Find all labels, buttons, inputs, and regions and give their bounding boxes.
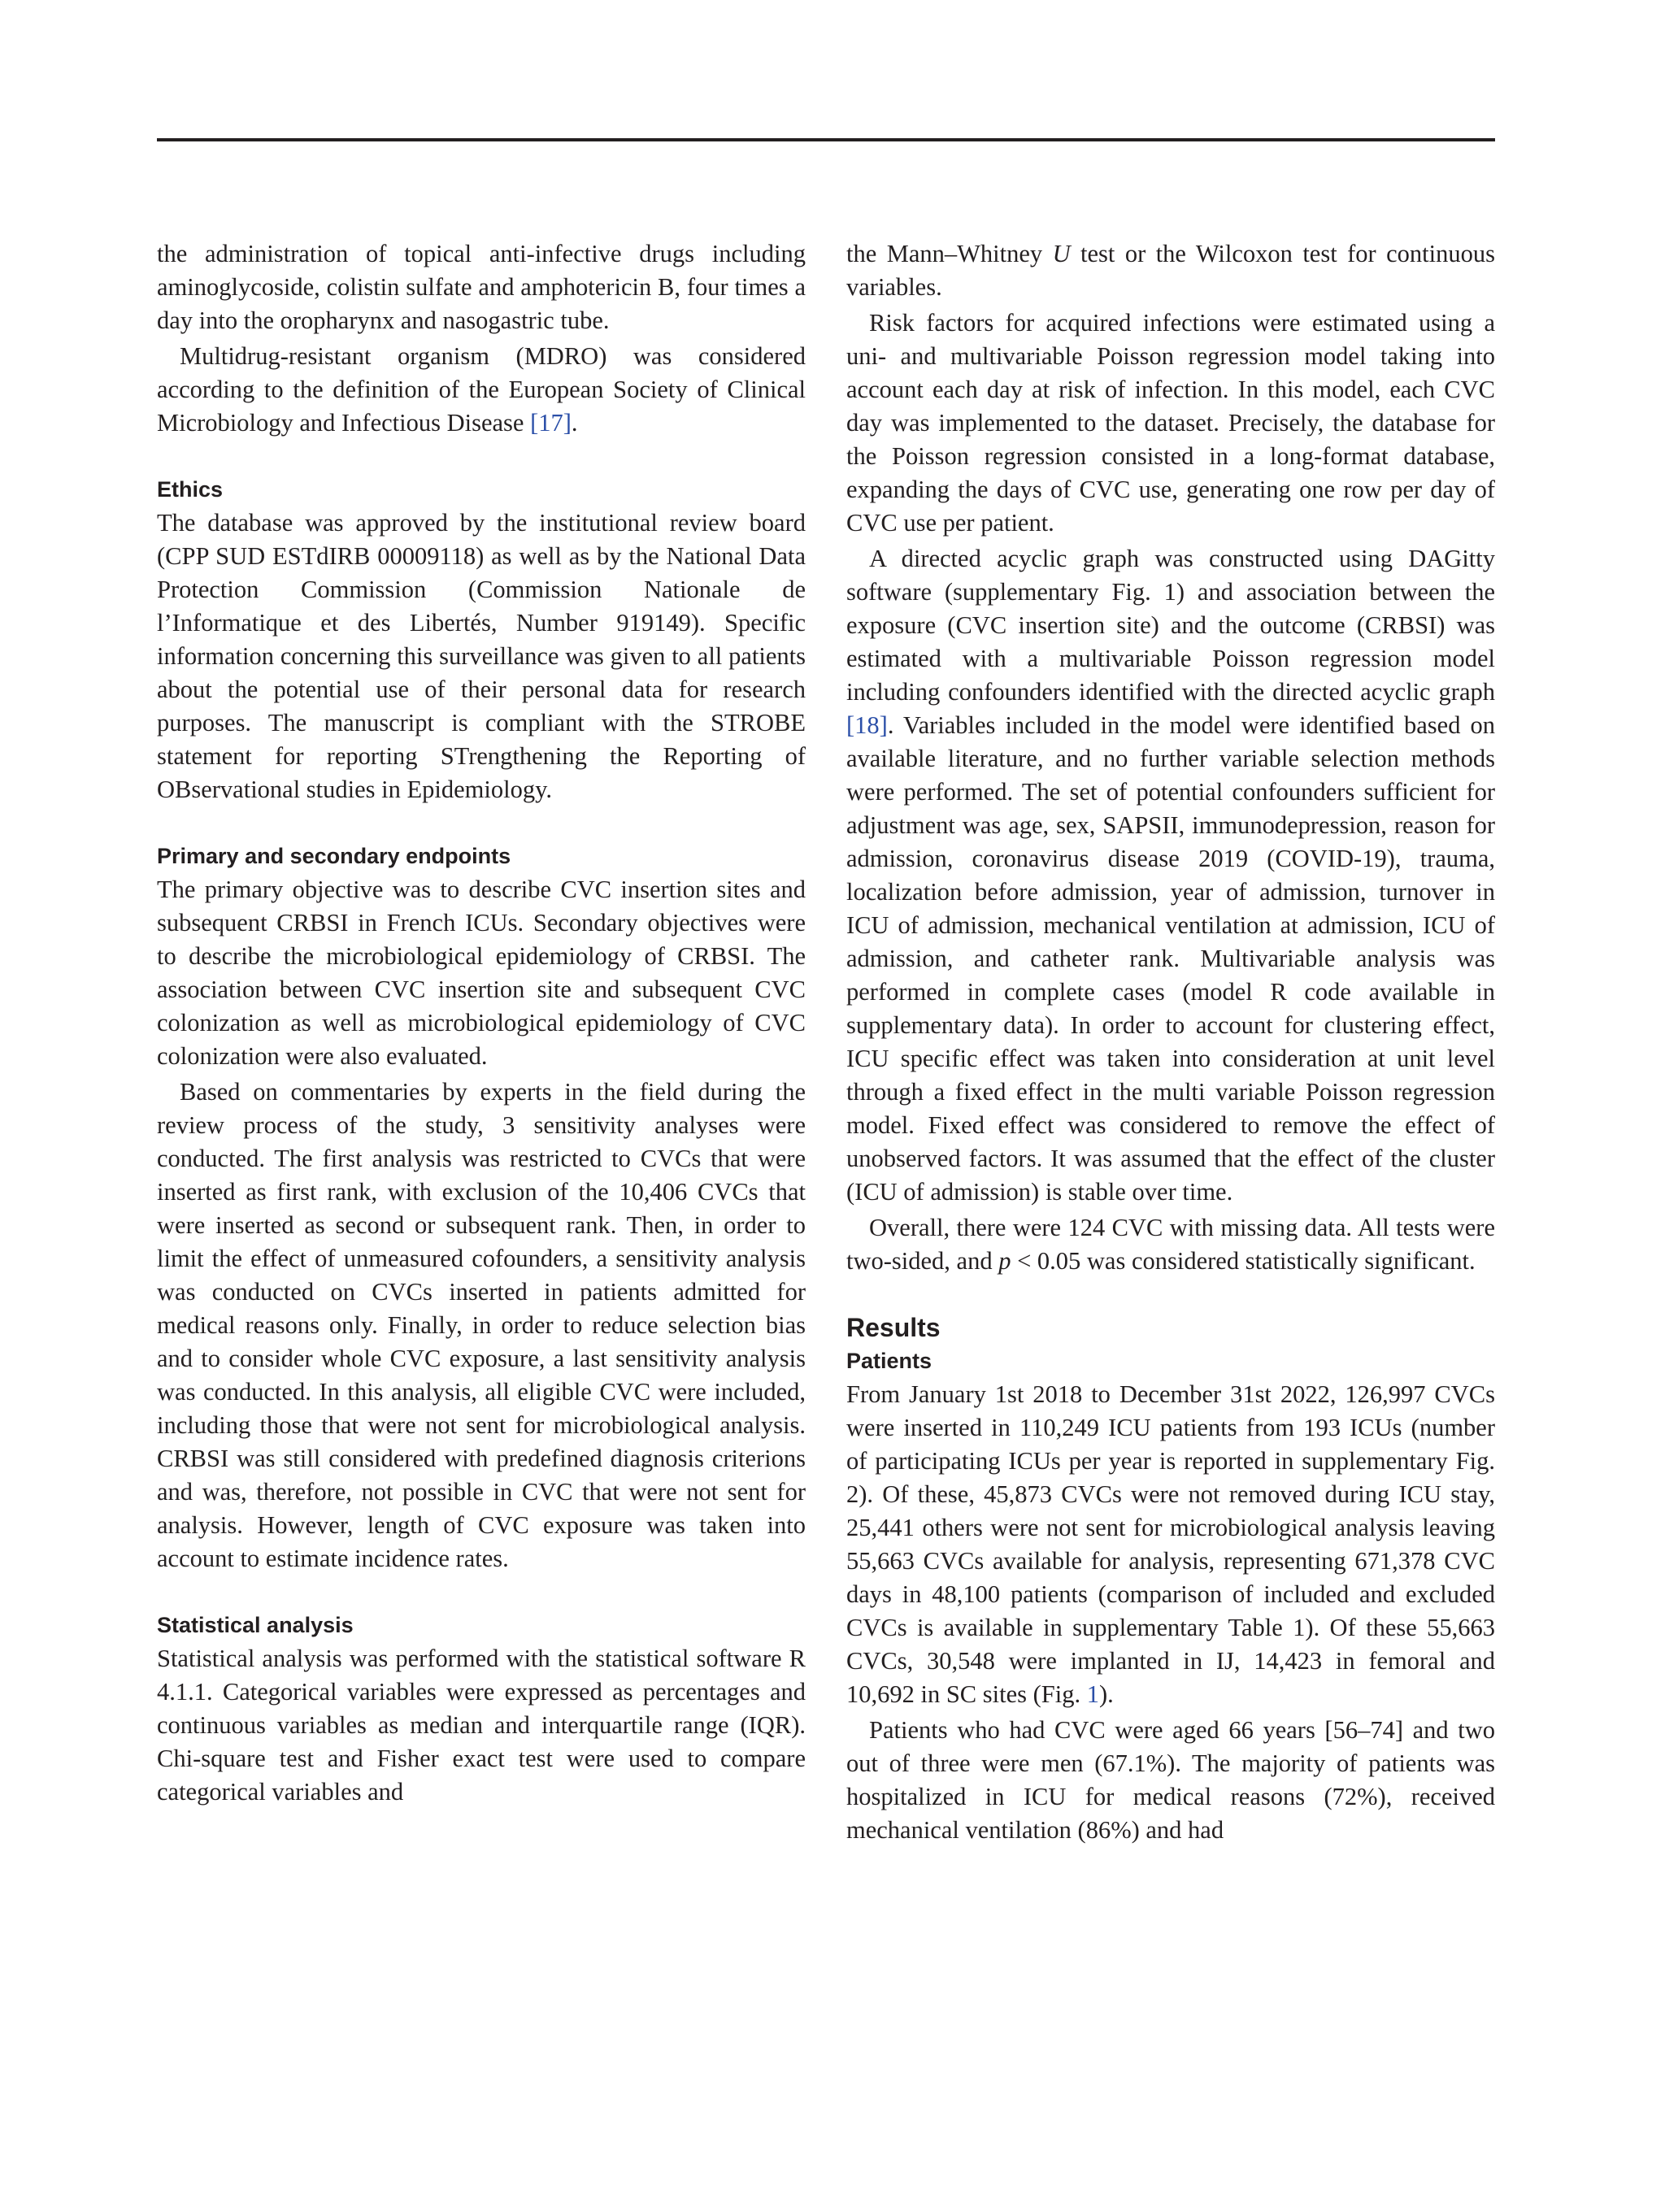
overall-text-end: < 0.05 was considered statistically significant. (1011, 1247, 1476, 1275)
paragraph-ethics: The database was approved by the institutional review board (CPP SUD ESTdIRB 00009118) as well as by the National Data Protection Commission (Commission Nationale de l’Informatique et des Libertés, Number 919149). Specific information concerning this surveillance was given to all patients about the potential use of their personal data for research purposes. The manuscript is compliant with the STROBE statement for reporting STrengthening the Reporting of OBservational studies in Epidemiology. (157, 509, 806, 803)
u-symbol: U (1052, 240, 1071, 267)
paragraph-patients (846, 1378, 1495, 1711)
citation-link-18[interactable]: [18] (846, 711, 888, 739)
paragraph-sensitivity-analyses: Based on commentaries by experts in the field during the review process of the study, 3 sensitivity analyses were conducted. The first analysis was restricted to CVCs that were inserted as first rank, with exclusion of the 10,406 CVCs that were inserted as second or subsequent rank. Then, in order to limit the effect of unmeasured cofounders, a sensitivity analysis was conducted on CVCs inserted in patients admitted for medical reasons only. Finally, in order to reduce selection bias and to consider whole CVC exposure, a last sensitivity analysis was conducted. In this analysis, all eligible CVC were included, including those that were not sent for microbiological analysis. CRBSI was still considered with predefined diagnosis criterions and was, therefore, not possible in CVC that were not sent for analysis. However, length of CVC exposure was taken into account to estimate incidence rates. (157, 1078, 806, 1572)
mdro-text-end: . (571, 409, 578, 437)
left-column (157, 237, 806, 1809)
paragraph-overall (846, 1211, 1495, 1278)
mdro-text: Multidrug-resistant organism (MDRO) was considered according to the definition of the European Society of Clinical Microbiology and Infectious Disease (157, 342, 806, 437)
section-heading-endpoints: Primary and secondary endpoints (157, 844, 511, 868)
paragraph-statistics: Statistical analysis was performed with the statistical software R 4.1.1. Categorical variables were expressed as percentages and continuous variables as median and interquartile range (IQR). Chi-square test and Fisher exact test were used to compare categorical variables and (157, 1645, 806, 1806)
p-symbol: p (998, 1247, 1011, 1275)
mann-text: the Mann–Whitney (846, 240, 1053, 267)
dag-text-end: . Variables included in the model were identified based on available literature, and no further variable selection methods were performed. The set of potential confounders sufficient for adjustment was age, sex, SAPSII, immunodepression, reason for admission, coronavirus disease 2019 (COVID-19), trauma, localization before admission, year of admission, turnover in ICU of admission, mechanical ventilation at admission, ICU of admission, and catheter rank. Multivariable analysis was performed in complete cases (model R code available in supplementary data). In order to account for clustering effect, ICU specific effect was taken into consideration at unit level through a fixed effect in the multi variable Poisson regression model. Fixed effect was considered to remove the effect of unobserved factors. It was assumed that the effect of the cluster (ICU of admission) is stable over time. (846, 711, 1495, 1206)
citation-link-17[interactable]: [17] (530, 409, 572, 437)
patients-text-end: ). (1098, 1680, 1114, 1708)
section-heading-ethics: Ethics (157, 477, 224, 502)
paragraph-mdro (157, 340, 806, 440)
section-heading-statistical-analysis: Statistical analysis (157, 1613, 354, 1637)
paragraph-risk-factors: Risk factors for acquired infections were estimated using a uni- and multivariable Poisson regression model taking into account each day at risk of infection. In this model, each CVC day was implemented to the dataset. Precisely, the database for the Poisson regression consisted in a long-format database, expanding the days of CVC use, generating one row per day of CVC use per patient. (846, 309, 1495, 537)
paragraph-dag (846, 542, 1495, 1209)
right-column (846, 237, 1495, 1847)
header-rule (157, 138, 1495, 141)
overall-text: Overall, there were 124 CVC with missing data. All tests were two-sided, and (846, 1214, 1495, 1275)
paragraph-objectives: The primary objective was to describe CVC insertion sites and subsequent CRBSI in French ICUs. Secondary objectives were to describe the microbiological epidemiology of CRBSI. The association between CVC insertion site and subsequent CVC colonization as well as microbiological epidemiology of CVC colonization were also evaluated. (157, 876, 806, 1070)
dag-text: A directed acyclic graph was constructed using DAGitty software (supplementary Fig. 1) and association between the exposure (CVC insertion site) and the outcome (CRBSI) was estimated with a multivariable Poisson regression model including confounders identified with the directed acyclic graph (846, 545, 1495, 706)
paragraph-patient-characteristics: Patients who had CVC were aged 66 years [56–74] and two out of three were men (67.1%). The majority of patients was hospitalized in ICU for medical reasons (72%), received mechanical ventilation (86%) and had (846, 1716, 1495, 1844)
section-heading-results: Results (846, 1313, 941, 1342)
figure-link-1[interactable]: 1 (1086, 1680, 1099, 1708)
mann-text-end: test or the Wilcoxon test for continuous variables. (846, 240, 1495, 301)
patients-text: From January 1st 2018 to December 31st 2022, 126,997 CVCs were inserted in 110,249 ICU patients from 193 ICUs (number of participating ICUs per year is reported in supplementary Fig. 2). Of these, 45,873 CVCs were not removed during ICU stay, 25,441 others were not sent for microbiological analysis leaving 55,663 CVCs available for analysis, representing 671,378 CVC days in 48,100 patients (comparison of included and excluded CVCs is available in supplementary Table 1). Of these 55,663 CVCs, 30,548 were implanted in IJ, 14,423 in femoral and 10,692 in SC sites (Fig. (846, 1380, 1495, 1708)
paragraph-topical-drugs: the administration of topical anti-infective drugs including aminoglycoside, colistin sulfate and amphotericin B, four times a day into the oropharynx and nasogastric tube. (157, 240, 806, 334)
section-heading-patients: Patients (846, 1349, 932, 1373)
paragraph-mann-whitney (846, 237, 1495, 304)
